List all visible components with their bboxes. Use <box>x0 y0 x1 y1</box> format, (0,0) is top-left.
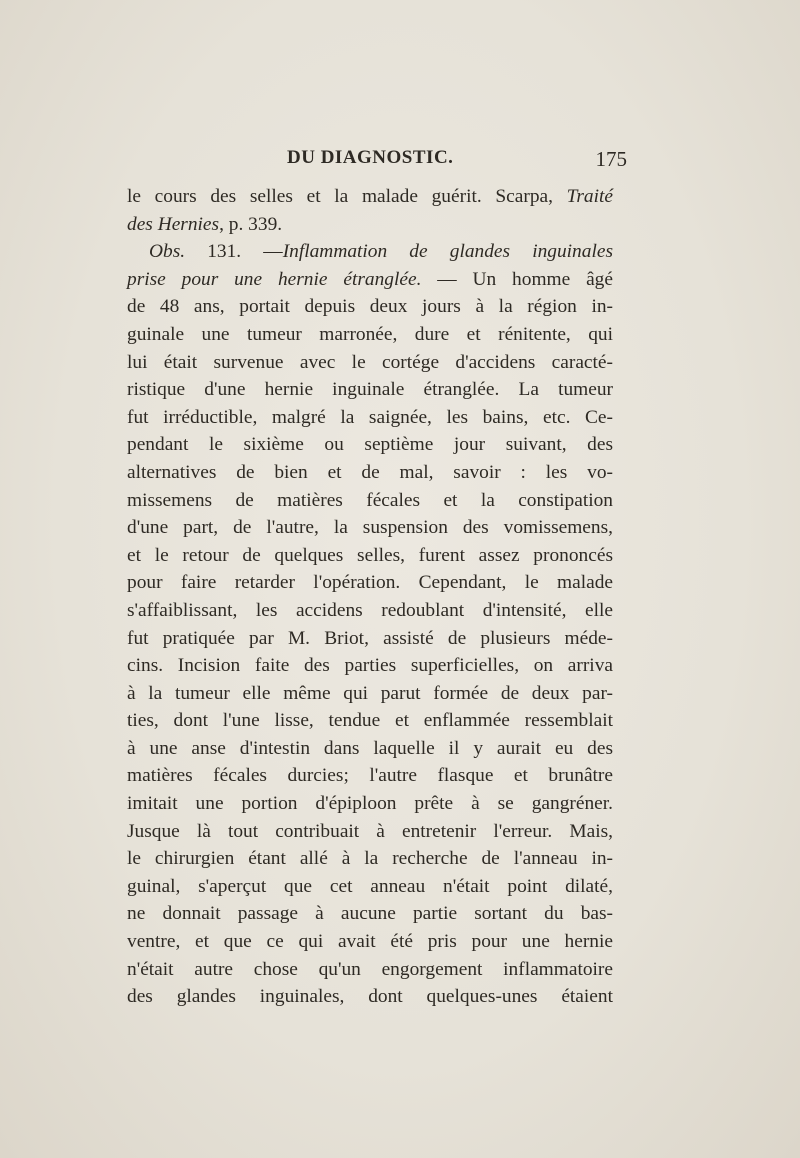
text-line: cins. Incision faite des parties superficielles, on arriva <box>127 655 613 677</box>
text-line: imitait une portion d'épiploon prête à se gangréner. <box>127 793 613 815</box>
text-line: ties, dont l'une lisse, tendue et enflammée ressemblait <box>127 710 613 732</box>
running-head: DU DIAGNOSTIC. <box>287 147 454 168</box>
page-number: 175 <box>595 147 627 171</box>
text-line: des glandes inguinales, dont quelques-unes étaient <box>127 986 613 1008</box>
text-line: le chirurgien étant allé à la recherche de l'anneau in- <box>127 848 613 870</box>
text-line: fut irréductible, malgré la saignée, les bains, etc. Ce- <box>127 406 613 428</box>
text-line: Jusque là tout contribuait à entretenir l'erreur. Mais, <box>127 820 613 842</box>
text-line: des Hernies, p. 339. <box>127 213 283 235</box>
text-line: le cours des selles et la malade guérit. Scarpa, Traité <box>127 186 613 207</box>
text-line: ne donnait passage à aucune partie sortant du bas- <box>127 903 613 925</box>
text-line: Obs. 131. —Inflammation de glandes inguinales <box>149 241 613 263</box>
text-line: guinal, s'aperçut que cet anneau n'était point dilaté, <box>127 875 613 897</box>
text-line: prise pour une hernie étranglée. — Un homme âgé <box>127 268 613 290</box>
text-line: missemens de matières fécales et la constipation <box>127 489 613 511</box>
text-line: n'était autre chose qu'un engorgement inflammatoire <box>127 958 613 980</box>
body-text <box>127 183 613 1011</box>
text-line: à la tumeur elle même qui parut formée de deux par- <box>127 682 613 704</box>
text-line: matières fécales durcies; l'autre flasque et brunâtre <box>127 765 613 787</box>
text-line: alternatives de bien et de mal, savoir : les vo- <box>127 461 613 483</box>
text-line: d'une part, de l'autre, la suspension des vomissemens, <box>127 517 613 539</box>
text-line: s'affaiblissant, les accidens redoublant d'intensité, elle <box>127 599 613 621</box>
text-line: fut pratiquée par M. Briot, assisté de plusieurs méde- <box>127 627 613 649</box>
text-line: ristique d'une hernie inguinale étranglée. La tumeur <box>127 379 613 401</box>
text-line: guinale une tumeur marronée, dure et rénitente, qui <box>127 323 613 345</box>
text-line: ventre, et que ce qui avait été pris pour une hernie <box>127 931 613 953</box>
text-line: de 48 ans, portait depuis deux jours à la région in- <box>127 296 613 318</box>
page-header <box>127 147 627 175</box>
text-line: et le retour de quelques selles, furent assez prononcés <box>127 544 613 566</box>
text-line: pour faire retarder l'opération. Cependant, le malade <box>127 572 613 594</box>
text-line: pendant le sixième ou septième jour suivant, des <box>127 434 613 456</box>
text-line: lui était survenue avec le cortége d'accidens caracté- <box>127 351 613 373</box>
text-line: à une anse d'intestin dans laquelle il y aurait eu des <box>127 737 613 759</box>
